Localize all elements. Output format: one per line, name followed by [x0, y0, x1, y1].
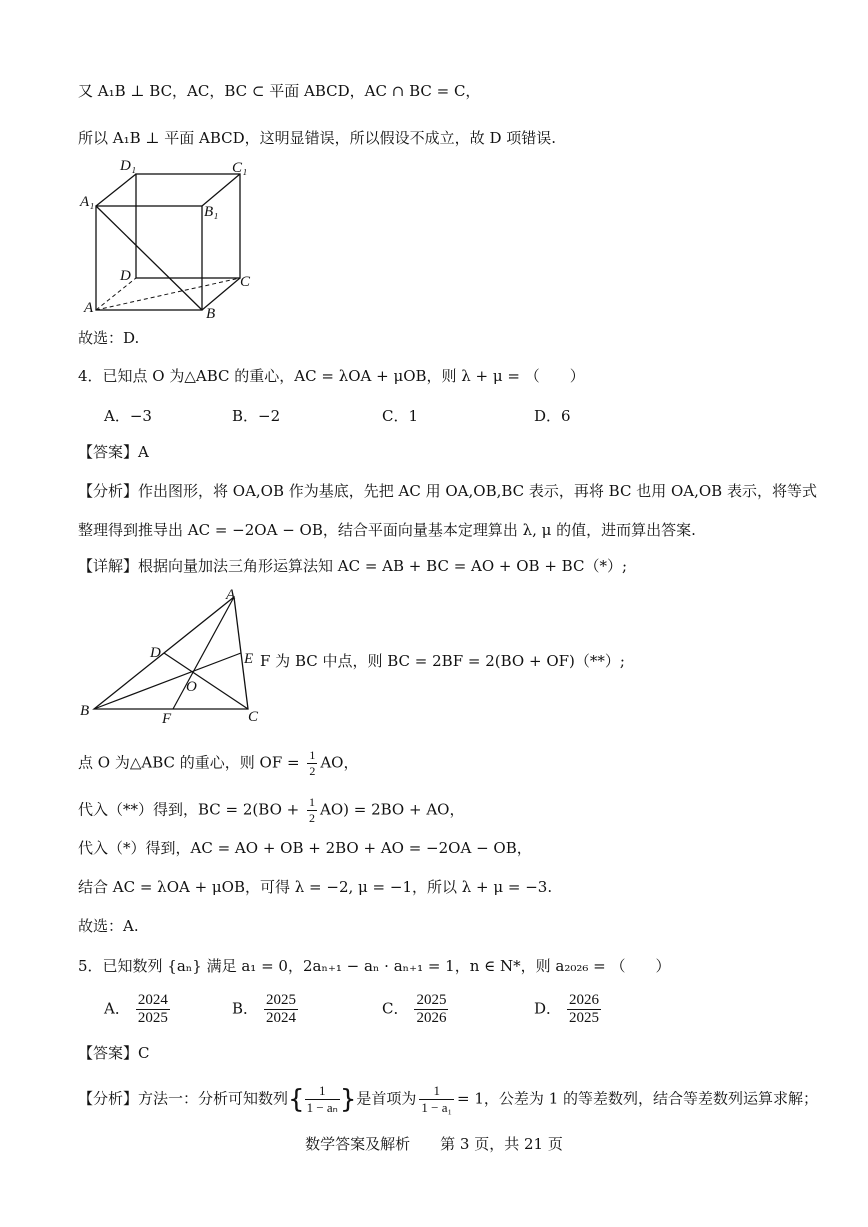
- cube-label-C: C: [240, 274, 251, 290]
- cube-label-B1: B₁: [204, 204, 219, 220]
- answer-label: 【答案】C: [78, 1044, 150, 1062]
- tri-label-C: C: [248, 709, 259, 725]
- detail-text: 【详解】根据向量加法三角形运算法知 AC = AB + BC = AO + OB + BC（*）;: [78, 557, 628, 575]
- tri-label-B: B: [80, 703, 90, 719]
- option-a: A． $\frac{2024}{2025}$: [104, 992, 168, 1026]
- cube-label-D: D: [120, 268, 131, 284]
- option-c: C．1: [382, 407, 419, 425]
- tri-label-A: A: [226, 587, 236, 603]
- cube-label-B: B: [206, 306, 216, 322]
- question-5: 5．已知数列 {aₙ} 满足 a₁ = 0，2aₙ₊₁ − aₙ · aₙ₊₁ = 1，n ∈ N*，则 a₂₀₂₆ = （ ）: [78, 957, 671, 975]
- analysis-text: 【分析】方法一：分析可知数列{ $\frac{1}{\text{1 − aₙ}}$ }是首项为 $\frac{1}{\text{1 − a₁}}$ = 1，公差为 1 的等差数列，结合等差数列运算求解；: [78, 1083, 819, 1115]
- cube-label-C1: C₁: [232, 160, 248, 176]
- analysis-text: 【分析】作出图形，将 OA,OB 作为基底，先把 AC 用 OA,OB,BC 表示，再将 BC 也用 OA,OB 表示，将等式: [78, 482, 817, 500]
- midpoint-text: F 为 BC 中点，则 BC = 2BF = 2(BO + OF)（**）;: [260, 652, 625, 670]
- question-4: 4．已知点 O 为△ABC 的重心，AC = λOA + μOB，则 λ + μ = （ ）: [78, 367, 585, 385]
- option-b: B． $\frac{2025}{2024}$: [232, 992, 297, 1026]
- text-line: 结合 AC = λOA + μOB，可得 λ = −2, μ = −1，所以 λ + μ = −3.: [78, 878, 553, 896]
- text-line: 故选：D.: [78, 329, 140, 347]
- text-line: 故选：A.: [78, 917, 139, 935]
- analysis-text: 整理得到推导出 AC = −2OA − OB，结合平面向量基本定理算出 λ, μ 的值，进而算出答案.: [78, 521, 696, 539]
- triangle-figure: [78, 585, 268, 725]
- tri-label-E: E: [244, 651, 254, 667]
- cube-figure: [78, 152, 268, 322]
- option-a: A．−3: [104, 407, 152, 425]
- option-b: B．−2: [232, 407, 281, 425]
- tri-label-O: O: [186, 679, 197, 695]
- option-c: C． $\frac{2025}{2026}$: [382, 992, 447, 1026]
- text-line: 又 A₁B ⊥ BC，AC，BC ⊂ 平面 ABCD，AC ∩ BC = C，: [78, 82, 481, 100]
- text-line: 代入（**）得到，BC = 2(BO + $\frac{1}{2}$ AO) = 2BO + AO，: [78, 795, 465, 825]
- text-line: 代入（*）得到，AC = AO + OB + 2BO + AO = −2OA − OB，: [78, 839, 532, 857]
- option-d: D． $\frac{2026}{2025}$: [534, 992, 600, 1026]
- page-footer: 数学答案及解析 第 3 页，共 21 页: [305, 1135, 563, 1153]
- tri-label-D: D: [150, 645, 161, 661]
- option-d: D．6: [534, 407, 571, 425]
- cube-label-A: A: [84, 300, 94, 316]
- text-line: 所以 A₁B ⊥ 平面 ABCD，这明显错误，所以假设不成立，故 D 项错误.: [78, 129, 557, 147]
- tri-label-F: F: [162, 711, 172, 725]
- answer-label: 【答案】A: [78, 443, 149, 461]
- cube-label-D1: D₁: [120, 158, 137, 174]
- cube-label-A1: A₁: [80, 194, 95, 210]
- text-line: 点 O 为△ABC 的重心，则 OF = $\frac{1}{2}$ AO，: [78, 748, 359, 778]
